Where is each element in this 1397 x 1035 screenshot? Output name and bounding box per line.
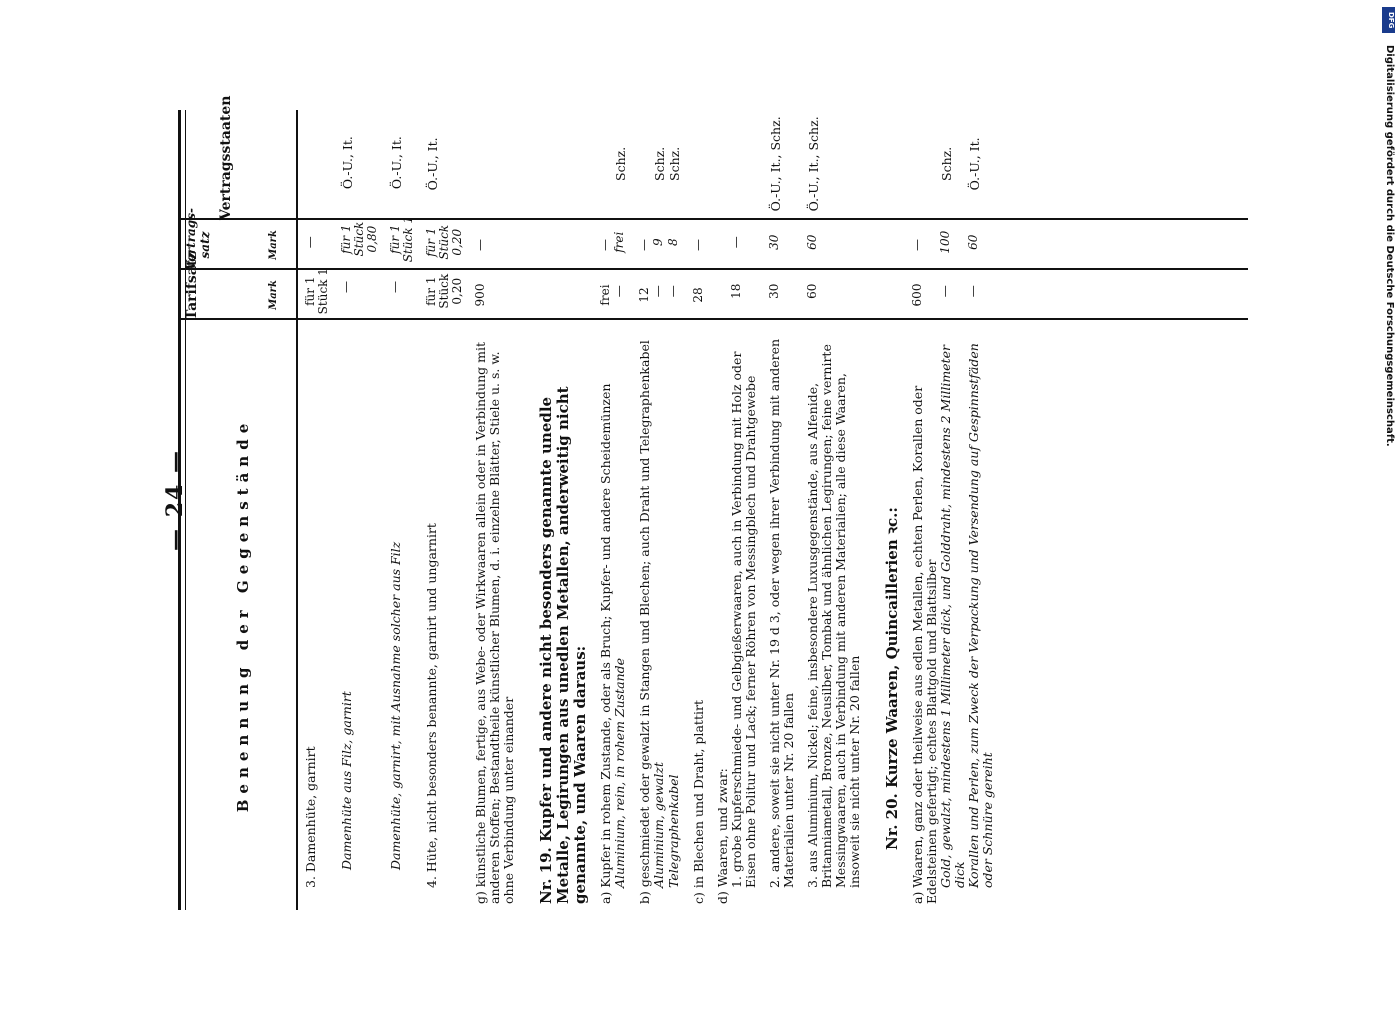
table-row bbox=[652, 110, 667, 910]
row-contract: — bbox=[729, 236, 743, 249]
row-text: c) in Blechen und Draht, plattirt bbox=[691, 700, 706, 904]
table-row bbox=[638, 110, 652, 910]
row-contract: 8 bbox=[666, 238, 680, 247]
row-tariff: 28 bbox=[691, 287, 705, 303]
row-tariff: — bbox=[651, 285, 665, 298]
section-heading bbox=[538, 110, 589, 910]
row-states bbox=[599, 110, 613, 220]
row-states bbox=[474, 110, 516, 220]
row-text: Damenhüte, garnirt, mit Ausnahme solcher aus Filz bbox=[388, 541, 403, 870]
table-row bbox=[768, 110, 796, 910]
row-text: Gold, gewalzt, mindestens 1 Millimeter dick, und Golddraht, mindestens 2 Millimeter dick bbox=[938, 345, 967, 888]
table-row bbox=[692, 110, 706, 910]
row-tariff: 600 bbox=[910, 283, 924, 307]
row-contract: — bbox=[303, 236, 317, 249]
row-text: 1. grobe Kupferschmiede- und Gelbgießerwaaren, auch in Verbindung mit Holz oder Eisen ohne Politur und Lack; ferner Röhren von Messingblech und Drahtgewebe bbox=[729, 351, 758, 888]
row-text: Aluminium, gewalzt bbox=[651, 762, 666, 888]
row-states bbox=[638, 110, 652, 220]
row-contract: für 1 Stück 0,20 bbox=[424, 224, 464, 260]
row-tariff: 12 bbox=[637, 287, 651, 303]
row-tariff: 18 bbox=[729, 283, 743, 299]
row-states: Ö.-U., It. bbox=[425, 137, 440, 191]
row-text: b) geschmiedet oder gewalzt in Stangen und Blechen; auch Draht und Telegraphenkabel bbox=[637, 340, 652, 904]
row-states: Ö.-U., It. bbox=[967, 137, 982, 191]
row-tariff: — bbox=[388, 280, 402, 293]
table-row bbox=[304, 110, 330, 910]
table-row bbox=[389, 110, 415, 910]
row-text: 2. andere, soweit sie nicht unter Nr. 19 d 3, oder wegen ihrer Verbindung mit anderen Materialien unter Nr. 20 fallen bbox=[767, 338, 796, 888]
table-row bbox=[716, 110, 730, 910]
row-tariff: für 1 Stück 1 bbox=[303, 268, 330, 315]
header-rule bbox=[296, 110, 298, 910]
row-states bbox=[692, 110, 706, 220]
rotated-page bbox=[150, 60, 1250, 940]
row-states: Ö.-U., It., Schz. bbox=[806, 116, 821, 212]
row-contract: — bbox=[637, 239, 651, 251]
row-text: 3. aus Aluminium, Nickel; feine, insbesondere Luxusgegenstände, aus Alfenide, Britanniametall, Bronze, Neusilber, Tombak und ähnlichen Legirungen; feine vernirte Messingwaaren, auch in Verbindung mit anderen Materialien; alle diese Waaren, insoweit sie nicht unter Nr. 20 fallen bbox=[805, 344, 862, 888]
header-tariff-unit: Mark bbox=[268, 280, 279, 310]
table-row bbox=[911, 110, 939, 910]
header-tariff bbox=[184, 251, 279, 320]
row-text: Damenhüte aus Filz, garnirt bbox=[339, 691, 354, 870]
row-text: Nr. 20. Kurze Waaren, Quincaillerien ꝛc.: bbox=[883, 507, 901, 850]
row-contract: 60 bbox=[966, 234, 980, 250]
funding-note-text: Digitalisierung gefördert durch die Deutsche Forschungsgemeinschaft. bbox=[1384, 45, 1395, 447]
row-states: Schz. bbox=[939, 146, 954, 181]
row-text: a) Kupfer in rohem Zustande, oder als Bruch; Kupfer- und andere Scheidemünzen bbox=[598, 383, 613, 904]
header-goods: Benennung der Gegenstände bbox=[234, 417, 252, 813]
row-text: a) Waaren, ganz oder theilweise aus edlen Metallen, echten Perlen, Korallen oder Edelsteinen gefertigt; echtes Blattgold und Blattsilber bbox=[910, 385, 939, 904]
table-row bbox=[806, 110, 862, 910]
header-states: Vertragsstaaten bbox=[218, 95, 234, 220]
table-row bbox=[425, 110, 464, 910]
row-text: Aluminium, rein, in rohem Zustande bbox=[612, 657, 627, 888]
row-contract: frei bbox=[612, 231, 626, 253]
row-text: g) künstliche Blumen, fertige, aus Webe- oder Wirkwaaren allein oder in Verbindung mit anderen Stoffen; Bestandtheile künstlicher Blumen, d. i. einzelne Blätter, Stiele u. s. w. ohne Verbindung unter einander bbox=[473, 341, 516, 904]
row-tariff: frei bbox=[598, 284, 612, 306]
row-tariff: — bbox=[666, 285, 680, 298]
row-text: Telegraphenkabel bbox=[666, 774, 681, 888]
header-contract-unit: Mark bbox=[268, 230, 279, 260]
row-states bbox=[911, 110, 939, 220]
row-text: Korallen und Perlen, zum Zweck der Verpackung und Versendung auf Gespinnstfäden oder Schnüre gereiht bbox=[966, 343, 995, 888]
row-states bbox=[730, 110, 758, 218]
row-tariff: für 1 Stück 0,20 bbox=[424, 273, 464, 309]
table-row bbox=[599, 110, 613, 910]
row-states: Ö.-U., It. bbox=[340, 136, 355, 190]
row-states: Ö.-U., It. bbox=[389, 136, 404, 190]
row-text: d) Waaren, und zwar: bbox=[715, 768, 730, 904]
row-contract: 30 bbox=[767, 234, 781, 250]
row-contract: für 1 Stück 1 bbox=[388, 216, 415, 263]
table-row bbox=[613, 110, 628, 910]
dfg-logo: DFG bbox=[1382, 7, 1395, 33]
section-heading bbox=[884, 110, 901, 910]
row-contract: — bbox=[910, 239, 924, 251]
row-states: Schz. bbox=[667, 146, 682, 181]
funding-note bbox=[1381, 5, 1395, 995]
table-row bbox=[474, 110, 516, 910]
row-tariff: 60 bbox=[805, 283, 819, 299]
table-body bbox=[304, 110, 995, 910]
row-contract: — bbox=[691, 239, 705, 251]
table-row bbox=[939, 110, 967, 910]
table-row bbox=[967, 110, 995, 910]
header-tariff-label: Tarifsatz bbox=[184, 251, 200, 320]
row-contract: 60 bbox=[805, 234, 819, 250]
row-contract: — bbox=[598, 239, 612, 251]
row-text: Nr. 19. Kupfer und andere nicht besonders genannte unedle Metalle, Legirungen aus unedlen Metallen, anderweitig nicht genannte, und Waaren daraus: bbox=[537, 386, 589, 904]
row-tariff: — bbox=[938, 285, 952, 298]
row-states: Schz. bbox=[613, 146, 628, 181]
header-contract bbox=[184, 208, 279, 270]
row-contract: 9 bbox=[651, 238, 665, 247]
row-contract: für 1 Stück 0,80 bbox=[339, 221, 379, 257]
row-tariff: 900 bbox=[473, 283, 487, 307]
row-tariff: — bbox=[339, 280, 353, 293]
table-row bbox=[667, 110, 682, 910]
row-contract: — bbox=[473, 239, 487, 251]
header-contract-label: Vertrags-satz bbox=[184, 208, 212, 270]
row-states bbox=[304, 110, 330, 218]
row-contract: 100 bbox=[938, 230, 952, 254]
page-number: — 24 — bbox=[162, 449, 188, 551]
row-states: Schz. bbox=[652, 146, 667, 181]
tariff-table bbox=[178, 95, 1248, 910]
row-text: 4. Hüte, nicht besonders benannte, garnirt und ungarnirt bbox=[424, 523, 439, 888]
row-tariff: — bbox=[612, 285, 626, 298]
row-tariff: — bbox=[966, 285, 980, 298]
table-row bbox=[340, 110, 379, 910]
row-tariff: 30 bbox=[767, 283, 781, 299]
row-text: 3. Damenhüte, garnirt bbox=[303, 746, 318, 888]
table-row bbox=[730, 110, 758, 910]
row-states: Ö.-U., It., Schz. bbox=[768, 116, 783, 212]
